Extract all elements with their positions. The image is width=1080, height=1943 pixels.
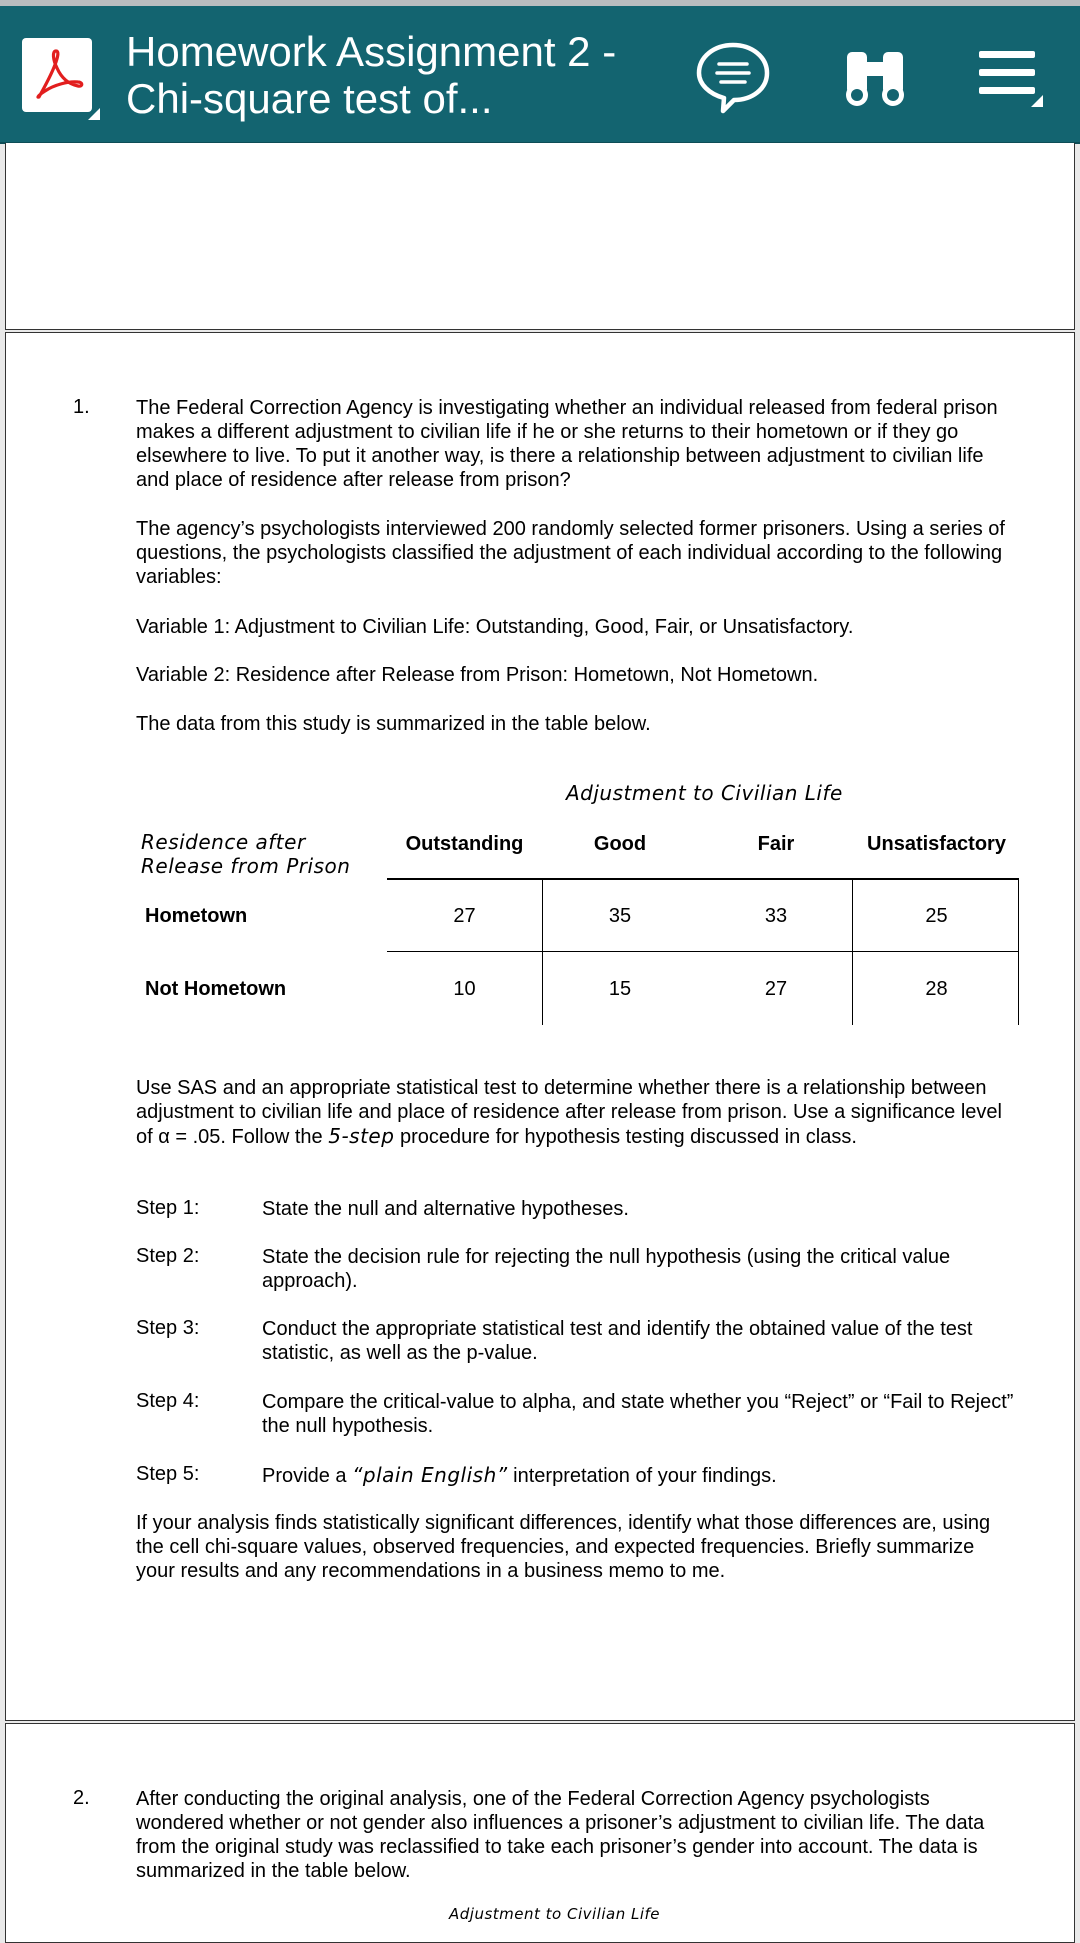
app-toolbar xyxy=(0,6,1080,144)
table-caption: Adjustment to Civilian Life xyxy=(566,781,843,805)
instructions-text-end: procedure for hypothesis testing discussed in class. xyxy=(394,1126,857,1148)
question-2-number: 2. xyxy=(73,1787,90,1809)
table-column-rule xyxy=(542,878,543,1025)
question-2-intro: After conducting the original analysis, one of the Federal Correction Agency psychologists wondered whether or not gender also influences a prisoner’s adjustment to civilian life. The data from the original study was reclassified to take each prisoner’s gender into account. The data is summarized in the table below. xyxy=(136,1788,985,1882)
menu-button[interactable] xyxy=(966,34,1052,120)
comment-icon xyxy=(693,37,773,117)
binoculars-icon xyxy=(840,42,910,112)
pdf-page-question-2 xyxy=(5,1723,1075,1943)
table-header-rule xyxy=(387,878,1019,880)
question-1-instructions xyxy=(136,1076,1016,1149)
column-header-outstanding: Outstanding xyxy=(405,833,524,855)
row-label-hometown: Hometown xyxy=(145,905,248,927)
pdf-page-previous xyxy=(5,143,1075,330)
table-cell: 15 xyxy=(608,978,632,1000)
title-line-1: Homework Assignment 2 - xyxy=(126,28,617,75)
variable-1-text: Variable 1: Adjustment to Civilian Life: Outstanding, Good, Fair, or Unsatisfactory. xyxy=(136,616,854,638)
question-1-intro: The Federal Correction Agency is investigating whether an individual released from federal prison makes a different adjustment to civilian life if he or she returns to their hometown or if they go elsewhere to live. To put it another way, is there a relationship between adjustment to civilian life and place of residence after release from prison? xyxy=(136,397,998,491)
column-header-fair: Fair xyxy=(757,833,795,855)
step-text: State the decision rule for rejecting the null hypothesis (using the critical value approach). xyxy=(262,1246,951,1292)
question-1-closing: If your analysis finds statistically significant differences, identify what those differences are, using the cell chi-square values, observed frequencies, and expected frequencies. Briefly summarize your results and any recommendations in a business memo to me. xyxy=(136,1512,991,1582)
row-variable-header xyxy=(141,830,350,878)
comment-button[interactable] xyxy=(690,34,776,120)
step-label: Step 1: xyxy=(136,1197,200,1219)
table-cell: 27 xyxy=(453,905,476,927)
table-cell: 25 xyxy=(925,905,948,927)
step-label: Step 2: xyxy=(136,1245,200,1267)
table-column-rule xyxy=(1018,878,1019,1025)
instructions-text: Use SAS and an appropriate statistical test to determine whether there is a relationship between adjustment to civilian life and place of residence after release from prison. Use a significance level of α = .05. Follow the xyxy=(136,1077,1002,1148)
table-column-rule xyxy=(852,878,853,1025)
step-label: Step 3: xyxy=(136,1317,200,1339)
table-cell: 28 xyxy=(925,978,948,1000)
pdf-page-question-1 xyxy=(5,332,1075,1721)
table-cell: 10 xyxy=(453,978,476,1000)
logo-corner-indicator xyxy=(88,108,100,120)
row-label-not-hometown: Not Hometown xyxy=(145,978,287,1000)
row-header-line-1: Residence after xyxy=(141,830,306,854)
question-1-method: The agency’s psychologists interviewed 200 randomly selected former prisoners. Using a series of questions, the psychologists classified the adjustment of each individual according to the following variables: xyxy=(136,518,1005,588)
step-text: State the null and alternative hypotheses. xyxy=(262,1198,629,1220)
step5-text: Provide a xyxy=(262,1465,353,1487)
step-label: Step 4: xyxy=(136,1390,200,1412)
title-line-2: Chi-square test of... xyxy=(126,75,493,122)
table-row-rule xyxy=(387,951,1019,952)
step5-emphasis: “plain English” xyxy=(352,1463,508,1487)
table-cell: 27 xyxy=(764,978,788,1000)
step-text: Conduct the appropriate statistical test and identify the obtained value of the test statistic, as well as the p-value. xyxy=(262,1318,973,1364)
document-title xyxy=(126,28,646,122)
table-caption-2: Adjustment to Civilian Life xyxy=(449,1905,660,1923)
variable-2-text: Variable 2: Residence after Release from Prison: Hometown, Not Hometown. xyxy=(136,664,819,686)
table-cell: 35 xyxy=(608,905,632,927)
row-header-line-2: Release from Prison xyxy=(141,854,351,878)
table-intro-text: The data from this study is summarized in the table below. xyxy=(136,713,651,735)
find-button[interactable] xyxy=(832,34,918,120)
step5-text-end: interpretation of your findings. xyxy=(507,1465,777,1487)
step-text: Compare the critical-value to alpha, and state whether you “Reject” or “Fail to Reject” the null hypothesis. xyxy=(262,1391,1014,1437)
step-text xyxy=(262,1463,1022,1488)
step-label: Step 5: xyxy=(136,1463,200,1485)
column-header-good: Good xyxy=(593,833,647,855)
adobe-acrobat-icon[interactable] xyxy=(22,38,92,112)
question-1-number: 1. xyxy=(73,396,90,418)
column-header-unsatisfactory: Unsatisfactory xyxy=(867,833,1006,855)
table-cell: 33 xyxy=(764,905,788,927)
menu-icon xyxy=(971,39,1047,115)
instructions-emphasis: 5-step xyxy=(328,1124,395,1148)
